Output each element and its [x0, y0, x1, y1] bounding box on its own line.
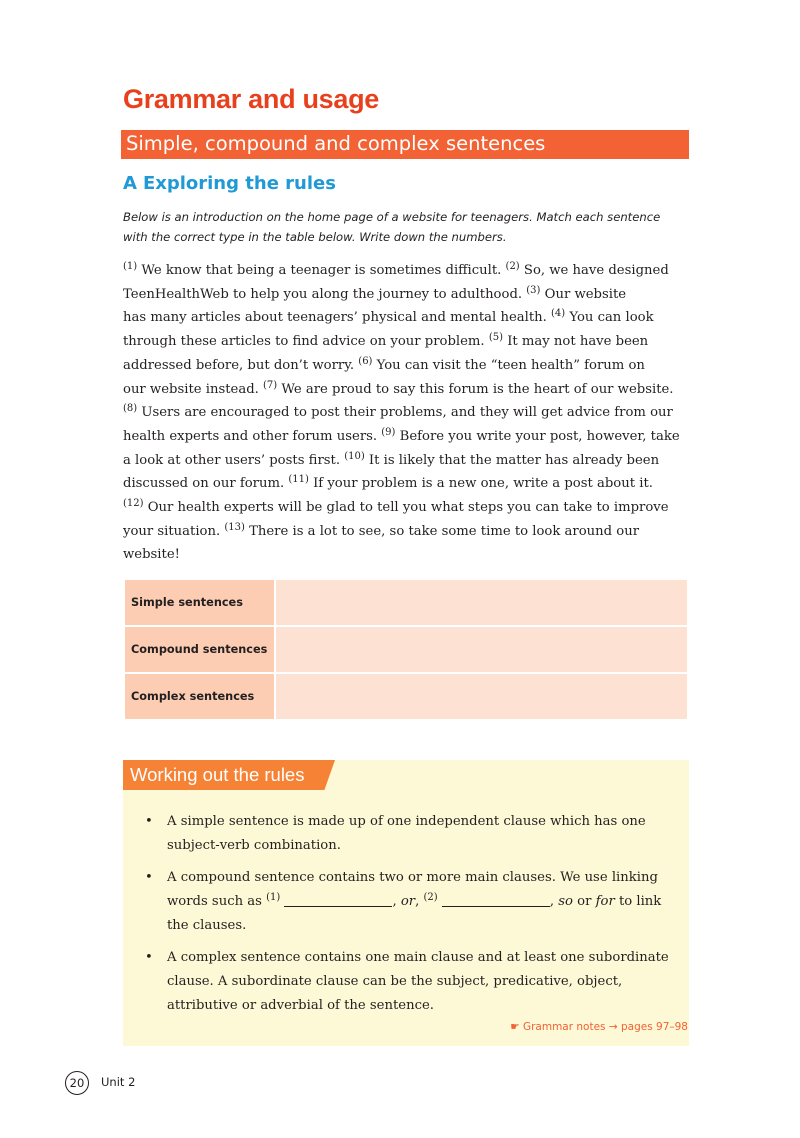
passage-line	[123, 378, 689, 402]
sentence-text: Users are encouraged to post their problems, and they will get advice from our	[137, 405, 673, 421]
sentence-number: (2)	[505, 261, 520, 272]
passage-line	[123, 330, 689, 354]
bullet-dot: •	[145, 870, 153, 885]
instructions-line: with the correct type in the table below. Write down the numbers.	[123, 230, 507, 244]
page-title: Grammar and usage	[123, 84, 380, 114]
sentence-text: It is likely that the matter has already been	[364, 452, 660, 468]
subsection-letter: A	[123, 173, 137, 194]
section-title: Simple, compound and complex sentences	[126, 132, 546, 155]
bullet-line: A complex sentence contains one main clause and at least one subordinate	[167, 950, 669, 965]
rules-box-tab	[123, 760, 335, 790]
sentence-number: (6)	[358, 355, 373, 367]
rules-box-title: Working out the rules	[130, 764, 305, 785]
answer-cell-simple[interactable]	[275, 579, 688, 626]
sentence-text: addressed before, but don’t worry.	[123, 357, 359, 373]
sentence-number: (5)	[488, 332, 503, 344]
sentence-number: (7)	[263, 379, 278, 391]
sentence-number: (11)	[288, 474, 309, 486]
sentence-text: We know that being a teenager is sometimes difficult.	[137, 263, 506, 278]
reading-passage	[123, 259, 689, 567]
sentence-text: Before you write your post, however, take	[395, 428, 680, 444]
bullet-line: the clauses.	[167, 918, 247, 933]
instructions	[123, 207, 689, 247]
list-item	[140, 810, 680, 858]
sentence-text: website!	[123, 547, 180, 563]
italic-word: so	[558, 894, 573, 909]
table-row	[124, 626, 688, 673]
answer-cell-complex[interactable]	[275, 673, 688, 720]
sentence-text: a look at other users’ posts first.	[123, 452, 345, 468]
sentence-number: (3)	[526, 284, 541, 296]
sentence-text: You can visit the “teen health” forum on	[372, 357, 645, 373]
sentence-text: through these articles to find advice on your problem.	[123, 334, 489, 350]
sentence-text: We are proud to say this forum is the heart of our website.	[277, 381, 674, 397]
passage-line	[123, 472, 689, 496]
rules-list	[140, 810, 680, 1026]
unit-label: Unit 2	[101, 1075, 136, 1089]
answer-cell-compound[interactable]	[275, 626, 688, 673]
passage-line	[123, 496, 689, 520]
bullet-line: subject-verb combination.	[167, 838, 341, 853]
page-number: 20	[65, 1071, 89, 1095]
sentence-text: It may not have been	[503, 334, 649, 350]
italic-word: for	[595, 894, 615, 909]
sentence-number: (9)	[381, 426, 396, 438]
table-row	[124, 579, 688, 626]
table-row	[124, 673, 688, 720]
sentence-text: Our health experts will be glad to tell you what steps you can take to improve	[143, 500, 669, 516]
sentence-text: our website instead.	[123, 381, 264, 397]
list-item	[140, 946, 680, 1018]
passage-line	[123, 306, 689, 330]
fill-in-blank-1[interactable]	[284, 892, 392, 907]
sentence-number: (10)	[344, 450, 365, 462]
sentence-number: (12)	[123, 498, 144, 510]
sentence-text: has many articles about teenagers’ physical and mental health.	[123, 310, 552, 326]
sentence-text: There is a lot to see, so take some time to look around our	[244, 523, 639, 539]
bullet-dot: •	[145, 814, 153, 829]
sentence-number: (4)	[551, 308, 566, 320]
bullet-text: to link	[614, 894, 662, 909]
sentence-number: (1)	[123, 261, 138, 272]
grammar-notes-link[interactable]: ☛ Grammar notes → pages 97–98	[510, 1021, 688, 1033]
passage-line	[123, 520, 689, 544]
subsection-heading	[123, 173, 336, 194]
row-label-simple: Simple sentences	[124, 579, 275, 626]
passage-line	[123, 283, 689, 307]
bullet-line: A compound sentence contains two or more main clauses. We use linking	[167, 870, 658, 885]
sentence-text: discussed on our forum.	[123, 476, 289, 492]
row-label-compound: Compound sentences	[124, 626, 275, 673]
sentence-text: your situation.	[123, 523, 225, 539]
bullet-dot: •	[145, 950, 153, 965]
bullet-line: A simple sentence is made up of one independent clause which has one	[167, 814, 646, 829]
bullet-text: words such as	[167, 894, 267, 909]
list-item	[140, 866, 680, 938]
instructions-line: Below is an introduction on the home page of a website for teenagers. Match each sentence	[123, 210, 661, 224]
passage-line	[123, 354, 689, 378]
passage-line	[123, 425, 689, 449]
blank-number: (2)	[423, 892, 438, 903]
sentence-text: If your problem is a new one, write a post about it.	[308, 476, 653, 492]
bullet-line: attributive or adverbial of the sentence.	[167, 998, 434, 1013]
bullet-line: clause. A subordinate clause can be the subject, predicative, object,	[167, 974, 623, 989]
fill-in-blank-2[interactable]	[442, 892, 550, 907]
bullet-text: or	[572, 894, 596, 909]
row-label-complex: Complex sentences	[124, 673, 275, 720]
sentence-text: So, we have designed	[519, 263, 669, 278]
passage-line	[123, 543, 689, 567]
sentence-text: TeenHealthWeb to help you along the journey to adulthood.	[123, 286, 527, 302]
sentence-text: Our website	[540, 286, 627, 302]
sentence-text: You can look	[565, 310, 654, 326]
bullet-line-with-blanks: words such as $^{(1)}$ , or, $^{(2)}$ , so or for to link	[167, 892, 662, 909]
sentence-text: health experts and other forum users.	[123, 428, 382, 444]
sentence-number: (13)	[224, 521, 245, 533]
subsection-title: Exploring the rules	[142, 173, 336, 194]
section-bar	[121, 130, 689, 159]
passage-line	[123, 259, 689, 283]
passage-line	[123, 449, 689, 473]
passage-line	[123, 401, 689, 425]
italic-word: or	[400, 894, 416, 909]
sentence-type-table	[123, 578, 689, 721]
blank-number: (1)	[266, 892, 281, 903]
sentence-number: (8)	[123, 403, 138, 415]
